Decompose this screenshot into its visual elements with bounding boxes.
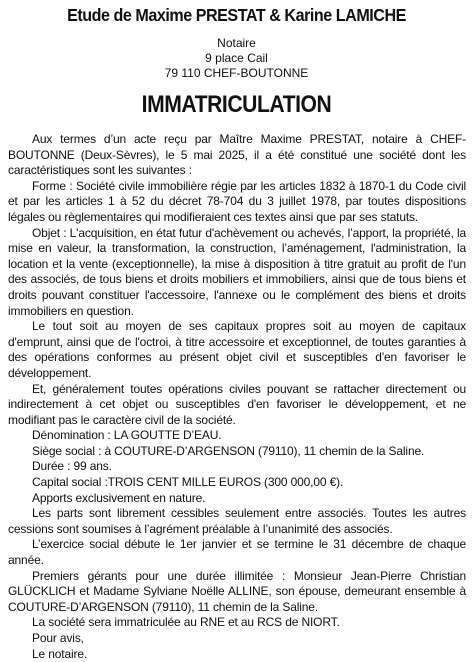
- paragraph-financing: Le tout soit au moyen de ses capitaux propres soit au moyen de capitaux d'emprunt, ainsi que de l'octroi, à titre accessoire et exceptionnel, de toutes garanties à des opérations conformes au présent objet civil et susceptibles d'en favoriser le développement.: [8, 319, 466, 380]
- paragraph-siege: Siège social : à COUTURE-D’ARGENSON (79110), 11 chemin de la Saline.: [32, 443, 425, 458]
- firm-name: Etude de Maxime PRESTAT & Karine LAMICHE: [67, 5, 406, 25]
- notary-city: 79 110 CHEF-BOUTONNE: [164, 66, 309, 80]
- paragraph-duree: Durée : 99 ans.: [32, 459, 112, 474]
- paragraph-apports: Apports exclusivement en nature.: [32, 490, 206, 505]
- paragraph-immatriculation: La société sera immatriculée au RNE et au RCS de NIORT.: [32, 615, 340, 630]
- paragraph-intro: Aux termes d’un acte reçu par Maître Maxime PRESTAT, notaire à CHEF-BOUTONNE (Deux-Sèvres), le 5 mai 2025, il a été constitué une société dont les caractéristiques sont les suivantes :: [8, 132, 466, 178]
- paragraph-parts: Les parts sont librement cessibles seulement entre associés. Toutes les autres cessions sont soumises à l’agrément préalable à l’unanimité des associés.: [8, 506, 466, 536]
- notice-body: [8, 132, 466, 662]
- paragraph-signature: Le notaire.: [32, 646, 88, 661]
- notary-role: Notaire: [217, 36, 256, 50]
- notary-street: 9 place Cail: [205, 51, 268, 65]
- paragraph-forme: Forme : Société civile immobilière régie par les articles 1832 à 1870-1 du Code civil et par les articles 1 à 52 du décret 78-704 du 3 juillet 1978, par toutes dispositions légales ou règlementaires qui modifieraient ces textes ainsi que par ses statuts.: [8, 178, 466, 224]
- paragraph-general: Et, généralement toutes opérations civiles pouvant se rattacher directement ou indirectement à cet objet ou susceptibles d'en favoriser le développement, et ne modifiant pas le caractère civil de la société.: [8, 381, 466, 427]
- paragraph-gerants: Premiers gérants pour une durée illimitée : Monsieur Jean-Pierre Christian GLÜCKLICH et Madame Sylviane Noëlle ALLINE, son épouse, demeurant ensemble à COUTURE-D’ARGENSON (79110), 11 chemin de la Saline.: [8, 568, 466, 614]
- paragraph-pour-avis: Pour avis,: [32, 631, 84, 645]
- paragraph-exercice: L’exercice social débute le 1er janvier et se termine le 31 décembre de chaque année.: [8, 537, 466, 568]
- paragraph-objet: Objet : L'acquisition, en état futur d'achèvement ou achevés, l’apport, la propriété, la mise en valeur, la transformation, la construction, l’aménagement, l'administration, la location et la vente (exceptionnelle), la mise à disposition à titre gratuit au profit de l'un des associés, de tous biens et droits mobiliers et immobiliers, ainsi que de tous biens et droits pouvant constituer l'accessoire, l'annexe ou le complément des biens et droits immobiliers en question.: [8, 225, 466, 318]
- paragraph-denomination: Dénomination : LA GOUTTE D’EAU.: [32, 428, 222, 443]
- notice-title: IMMATRICULATION: [141, 91, 332, 118]
- paragraph-capital: Capital social :TROIS CENT MILLE EUROS (300 000,00 €).: [32, 475, 344, 490]
